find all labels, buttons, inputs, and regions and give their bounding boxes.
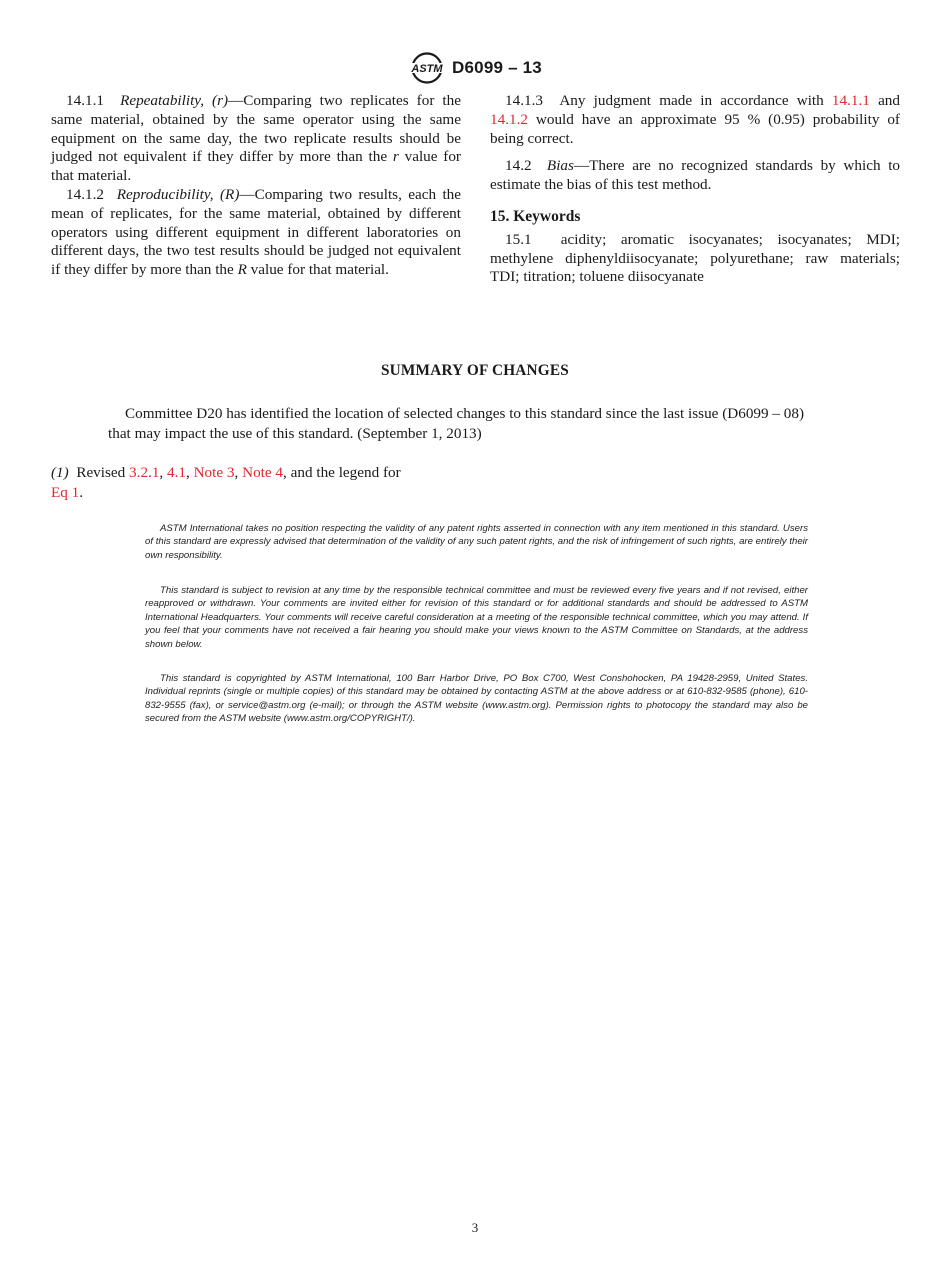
em-dash: — bbox=[573, 157, 590, 175]
xref-note-3-link[interactable]: Note 3 bbox=[193, 464, 235, 481]
fine-print-text: This standard is subject to revision at any time by the responsible technical committee and must be reviewed every five years and if not revised, either reapproved or withdrawn. Your comments are invited either for revision of this standard or for additional standards and should be addressed to ASTM International Headquarters. Your comments will receive careful consideration at a meeting of the responsible technical committee, which you may attend. If you feel that your comments have not received a fair hearing you should make your views known to the ASTM Committee on Standards, at the address shown below. bbox=[145, 585, 808, 650]
fine-print-text: This standard is copyrighted by ASTM International, 100 Barr Harbor Drive, PO Box C700, West Conshohocken, PA 19428-2959, United States. Individual reprints (single or multiple copies) of this standard may be obtained by contacting ASTM at the above address or at 610-832-9585 (phone), 610-832-9555 (fax), or service@astm.org (e-mail); or through the ASTM website (www.astm.org). Permission rights to photocopy the standard may also be secured from the ASTM website (www.astm.org/COPYRIGHT/). bbox=[145, 673, 808, 725]
variable: r bbox=[392, 148, 399, 166]
paragraph-14-1-1 bbox=[51, 92, 461, 186]
paragraph-14-1-2 bbox=[51, 186, 461, 280]
term-title: Reproducibility, (R) bbox=[116, 185, 240, 203]
section-number: 14.1.1 bbox=[66, 92, 104, 109]
change-item-1 bbox=[51, 463, 461, 502]
separator: , bbox=[234, 464, 243, 481]
paragraph-text: Comparing two results, each the mean of replicates, for the same material, obtained by different operators using different equipment in different laboratories on different days, the two test results should be judged not equivalent if they differ by more than the bbox=[51, 185, 462, 279]
left-column bbox=[51, 92, 461, 280]
xref-eq-1-link[interactable]: Eq 1 bbox=[51, 483, 80, 501]
astm-logo-icon bbox=[408, 52, 446, 84]
paragraph-text: would have an approximate 95 % (0.95) probability of being correct. bbox=[490, 110, 900, 147]
astm-logo-text: ASTM bbox=[411, 63, 443, 76]
patent-notice bbox=[145, 522, 808, 562]
separator: , bbox=[186, 464, 194, 481]
item-number: (1) bbox=[51, 464, 69, 481]
section-number: 14.1.2 bbox=[66, 185, 104, 203]
paragraph-14-2 bbox=[490, 157, 900, 195]
xref-note-4-link[interactable]: Note 4 bbox=[242, 464, 284, 481]
page-number: 3 bbox=[471, 1220, 479, 1235]
fine-print-text: ASTM International takes no position respecting the validity of any patent rights asserted in connection with any item mentioned in this standard. Users of this standard are expressly advised that determination of the validity of any such patent rights, and the risk of infringement of such rights, are entirely their own responsibility. bbox=[145, 523, 808, 561]
page-header bbox=[0, 52, 950, 84]
separator: , bbox=[159, 464, 168, 481]
paragraph-text: value for that material. bbox=[246, 261, 389, 279]
summary-text: Committee D20 has identified the location of selected changes to this standard since the last issue (D6099 – 08) that may impact the use of this standard. (September 1, 2013) bbox=[108, 405, 805, 442]
paragraph-text: Comparing two replicates for the same material, obtained by the same operator using the same equipment on the same day, the two replicate results should be judged not equivalent if they differ by more than the bbox=[51, 92, 461, 166]
paragraph-15-1 bbox=[490, 231, 900, 287]
summary-of-changes-body bbox=[108, 404, 808, 443]
paragraph-text: and bbox=[869, 92, 900, 109]
section-number: 14.2 bbox=[505, 157, 532, 175]
section-number: 14.1.3 bbox=[505, 92, 543, 109]
paragraph-text: Revised bbox=[76, 464, 130, 481]
xref-14-1-1-link[interactable]: 14.1.1 bbox=[831, 92, 870, 109]
xref-4-1-link[interactable]: 4.1 bbox=[167, 464, 186, 481]
xref-14-1-2-link[interactable]: 14.1.2 bbox=[490, 110, 528, 128]
paragraph-text: Any judgment made in accordance with bbox=[559, 92, 832, 109]
section-number: 15.1 bbox=[505, 230, 532, 248]
right-column bbox=[490, 92, 900, 287]
period: . bbox=[79, 483, 84, 501]
paragraph-text: There are no recognized standards by which to estimate the bias of this test method. bbox=[490, 157, 901, 194]
xref-3-2-1-link[interactable]: 3.2.1 bbox=[129, 464, 160, 481]
standard-designation: D6099 – 13 bbox=[452, 58, 542, 77]
variable: R bbox=[237, 261, 247, 279]
summary-of-changes-title: SUMMARY OF CHANGES bbox=[380, 362, 570, 379]
copyright-notice bbox=[145, 672, 808, 726]
em-dash: — bbox=[239, 185, 255, 203]
term-title: Repeatability, (r) bbox=[120, 92, 229, 109]
term-title: Bias bbox=[546, 157, 574, 175]
revision-notice bbox=[145, 584, 808, 651]
paragraph-text: , and the legend for bbox=[283, 464, 401, 481]
paragraph-text: value for that material. bbox=[51, 148, 461, 185]
em-dash: — bbox=[228, 92, 244, 109]
paragraph-14-1-3 bbox=[490, 92, 900, 148]
section-heading-keywords: 15. Keywords bbox=[490, 207, 581, 225]
keywords-text: acidity; aromatic isocyanates; isocyanates; MDI; methylene diphenyldiisocyanate; polyurethane; raw materials; TDI; titration; toluene diisocyanate bbox=[490, 230, 901, 286]
